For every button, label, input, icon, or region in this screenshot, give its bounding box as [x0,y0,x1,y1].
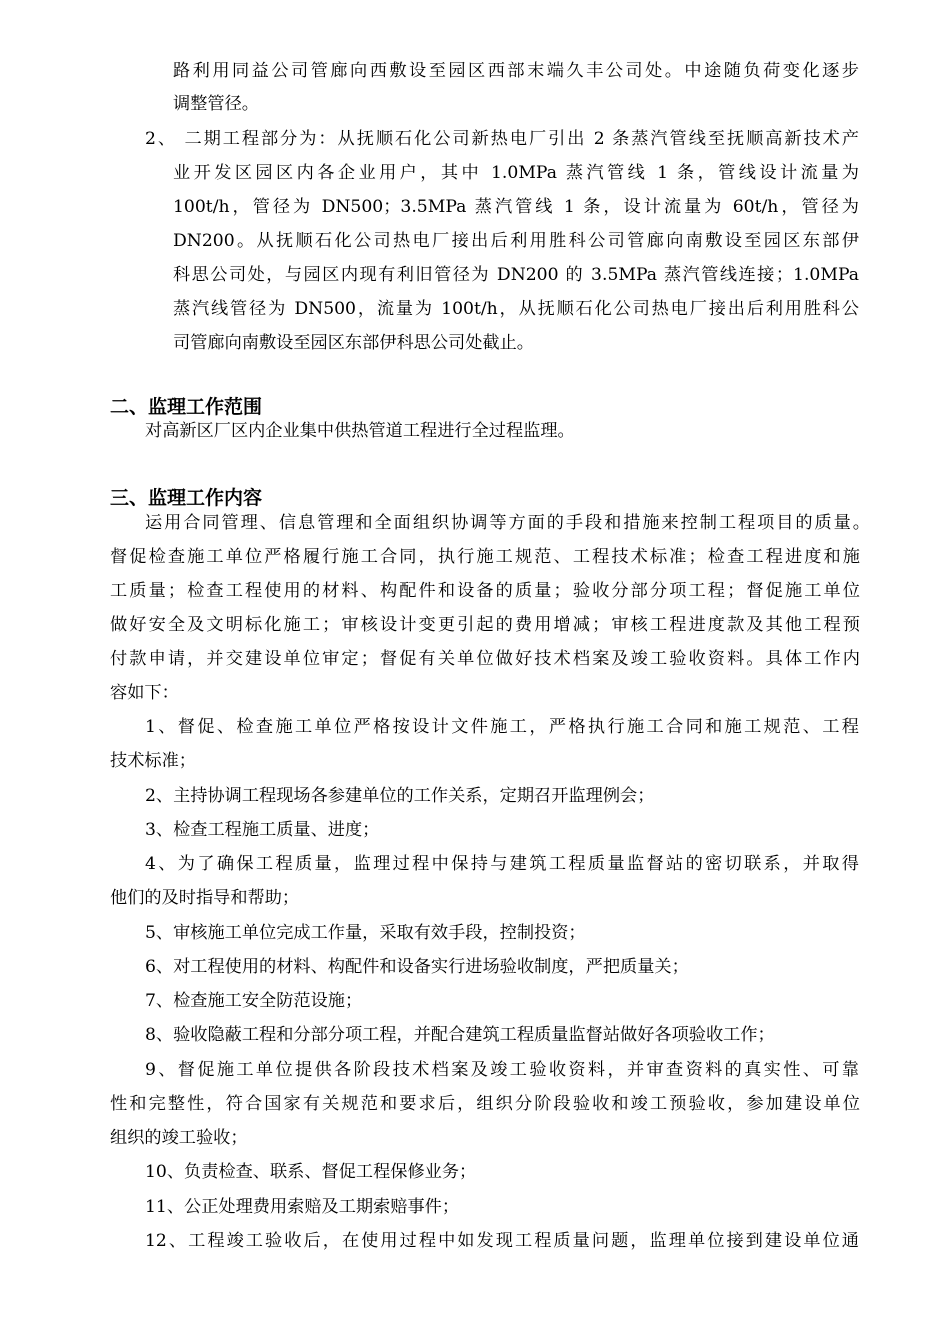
list-item-12-line-1: 12、工程竣工验收后，在使用过程中如发现工程质量问题，监理单位接到建设单位通 [145,1231,859,1251]
section3-intro-line-6: 容如下： [110,683,179,703]
phase2-line-3: 100t/h，管径为 DN500；3.5MPa 蒸汽管线 1 条，设计流量为 60t/h，管径为 [173,197,859,217]
section2-heading: 二、监理工作范围 [110,396,263,418]
section3-intro-line-2: 督促检查施工单位严格履行施工合同，执行施工规范、工程技术标准；检查工程进度和施 [110,547,860,567]
list-item-1-line-1: 1、督促、检查施工单位严格按设计文件施工，严格执行施工合同和施工规范、工程 [145,717,859,737]
phase2-line-6: 蒸汽线管径为 DN500，流量为 100t/h，从抚顺石化公司热电厂接出后利用胜科公 [173,299,859,319]
phase2-line-7: 司管廊向南敷设至园区东部伊科思公司处截止。 [173,333,534,353]
list-item-9-line-1: 9、督促施工单位提供各阶段技术档案及竣工验收资料，并审查资料的真实性、可靠 [145,1060,859,1080]
intro-line-1: 路利用同益公司管廊向西敷设至园区西部末端久丰公司处。中途随负荷变化逐步 [173,61,859,81]
list-item-9-line-3: 组织的竣工验收； [110,1128,248,1148]
section3-intro-line-5: 付款申请，并交建设单位审定；督促有关单位做好技术档案及竣工验收资料。具体工作内 [110,649,860,669]
list-item-4-line-2: 他们的及时指导和帮助； [110,888,300,908]
section3-intro-line-1: 运用合同管理、信息管理和全面组织协调等方面的手段和措施来控制工程项目的质量。 [145,513,870,533]
section3-heading: 三、监理工作内容 [110,487,263,509]
section2-body: 对高新区厂区内企业集中供热管道工程进行全过程监理。 [145,421,575,441]
list-item-8: 8、验收隐蔽工程和分部分项工程，并配合建筑工程质量监督站做好各项验收工作； [145,1025,775,1045]
list-item-2: 2、主持协调工程现场各参建单位的工作关系，定期召开监理例会； [145,786,655,806]
list-item-10: 10、负责检查、联系、督促工程保修业务； [145,1162,477,1182]
phase2-line-1: 2、 二期工程部分为：从抚顺石化公司新热电厂引出 2 条蒸汽管线至抚顺高新技术产 [145,129,859,149]
list-item-4-line-1: 4、为了确保工程质量，监理过程中保持与建筑工程质量监督站的密切联系，并取得 [145,854,859,874]
list-item-6: 6、对工程使用的材料、构配件和设备实行进场验收制度，严把质量关； [145,957,689,977]
phase2-line-5: 科思公司处，与园区内现有利旧管径为 DN200 的 3.5MPa 蒸汽管线连接；1.0MPa [173,265,859,285]
intro-line-2: 调整管径。 [173,94,259,114]
phase2-line-2: 业开发区园区内各企业用户，其中 1.0MPa 蒸汽管线 1 条，管线设计流量为 [173,163,859,183]
list-item-1-line-2: 技术标准； [110,751,196,771]
list-item-7: 7、检查施工安全防范设施； [145,991,363,1011]
list-item-11: 11、公正处理费用索赔及工期索赔事件； [145,1197,460,1217]
section3-intro-line-3: 工质量；检查工程使用的材料、构配件和设备的质量；验收分部分项工程；督促施工单位 [110,581,860,601]
section3-intro-line-4: 做好安全及文明标化施工；审核设计变更引起的费用增减；审核工程进度款及其他工程预 [110,615,860,635]
list-item-5: 5、审核施工单位完成工作量，采取有效手段，控制投资； [145,923,586,943]
phase2-line-4: DN200。从抚顺石化公司热电厂接出后利用胜科公司管廊向南敷设至园区东部伊 [173,231,859,251]
list-item-9-line-2: 性和完整性，符合国家有关规范和要求后，组织分阶段验收和竣工预验收，参加建设单位 [110,1094,860,1114]
list-item-3: 3、检查工程施工质量、进度； [145,820,380,840]
